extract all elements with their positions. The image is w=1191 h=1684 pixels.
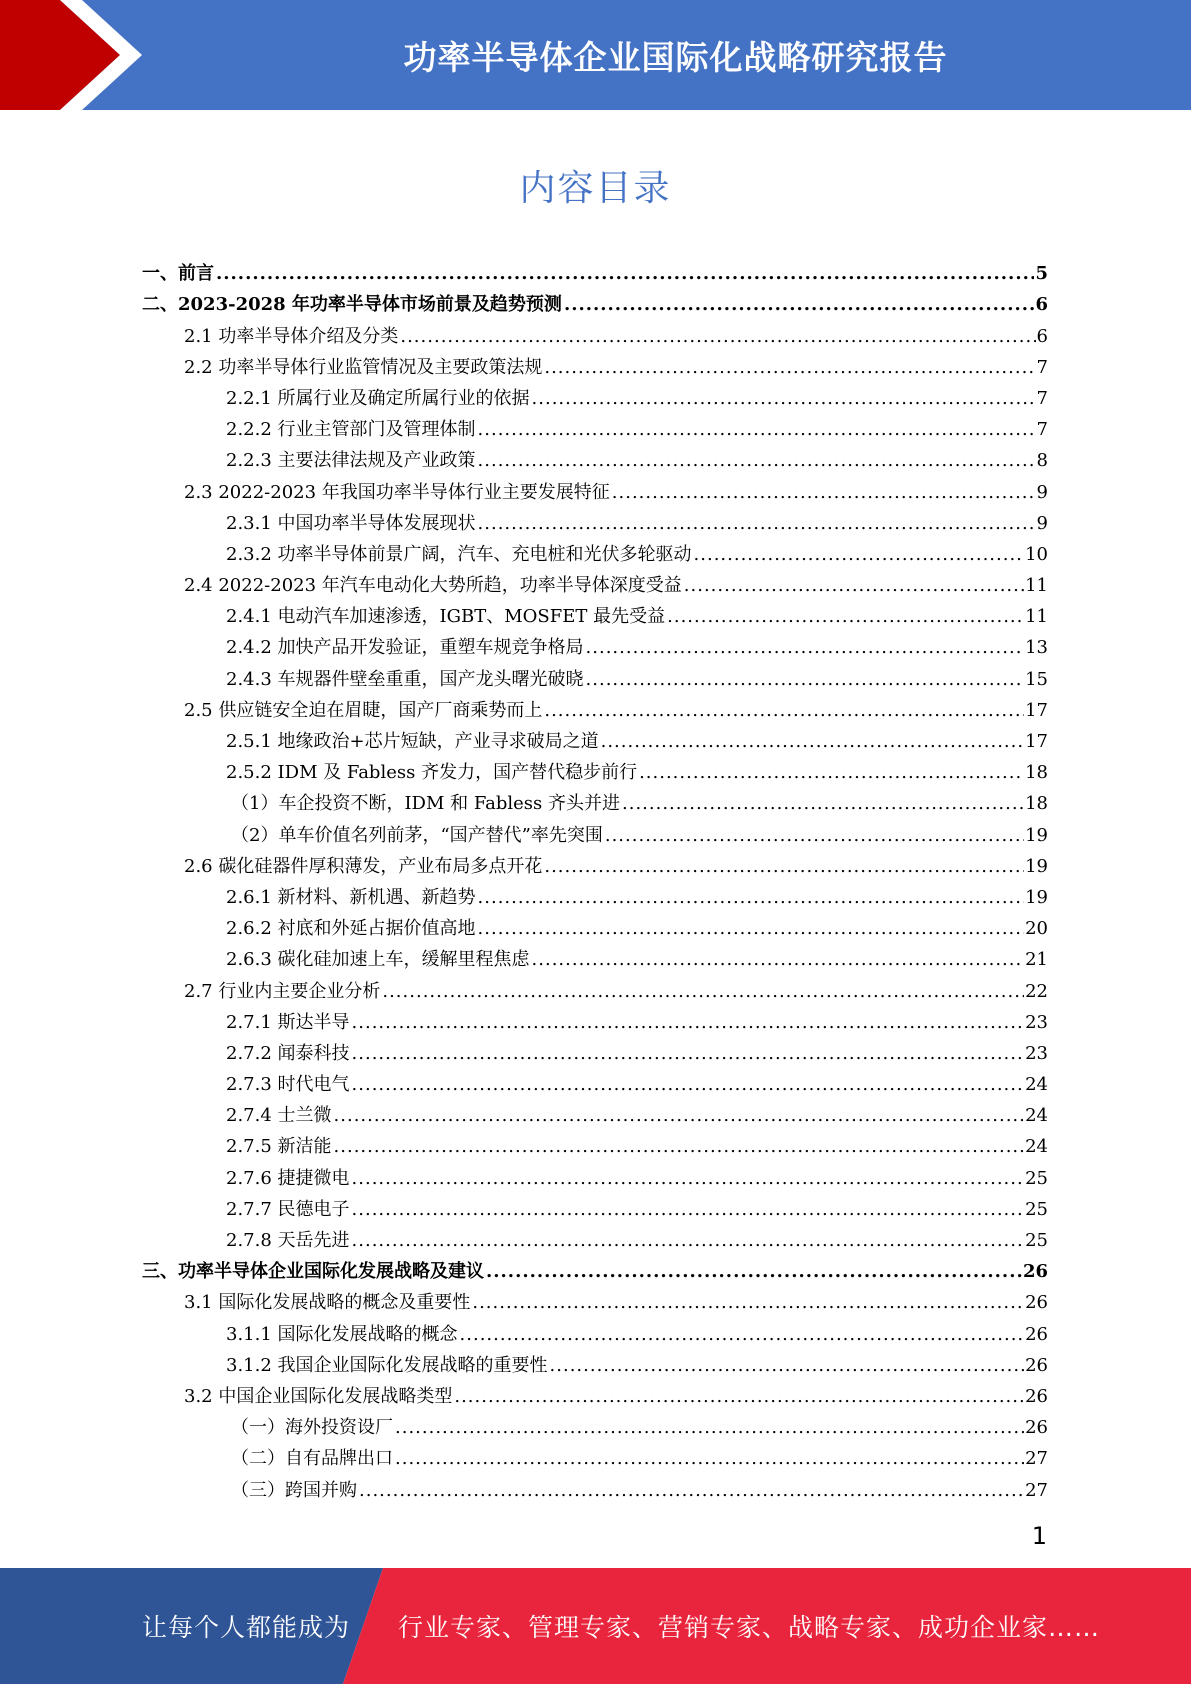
toc-entry[interactable] (142, 1346, 1048, 1377)
toc-entry-page: 26 (1025, 1323, 1048, 1345)
toc-leader-dots (352, 1012, 1025, 1034)
toc-entry-label: 2.4.1 电动汽车加速渗透，IGBT、MOSFET 最先受益 (226, 606, 666, 628)
toc-entry[interactable] (142, 1377, 1048, 1408)
toc-leader-dots (639, 762, 1024, 784)
toc-entry-page: 26 (1022, 1261, 1048, 1283)
toc-entry-label: 一、前言 (142, 263, 214, 285)
toc-entry[interactable] (142, 441, 1048, 472)
toc-leader-dots (334, 1105, 1025, 1127)
toc-entry[interactable] (142, 628, 1048, 659)
toc-entry-page: 21 (1025, 949, 1048, 971)
toc-leader-dots (532, 388, 1036, 410)
toc-entry-label: 2.4.2 加快产品开发验证，重塑车规竞争格局 (226, 637, 584, 659)
toc-entry-label: 2.2 功率半导体行业监管情况及主要政策法规 (184, 356, 543, 378)
toc-leader-dots (352, 1074, 1025, 1096)
toc-heading: 内容目录 (519, 168, 672, 209)
toc-entry-label: 2.4 2022-2023 年汽车电动化大势所趋，功率半导体深度受益 (184, 575, 682, 597)
toc-entry-page: 5 (1035, 263, 1048, 285)
toc-leader-dots (352, 1168, 1025, 1190)
toc-entry-label: 2.7.1 斯达半导 (226, 1011, 350, 1033)
toc-entry-page: 19 (1025, 886, 1048, 908)
toc-entry-page: 6 (1036, 325, 1048, 347)
toc-entry-page: 11 (1025, 575, 1048, 597)
report-title: 功率半导体企业国际化战略研究报告 (403, 37, 948, 77)
toc-entry[interactable] (142, 691, 1048, 722)
footer-banner (0, 1568, 1191, 1684)
toc-entry[interactable] (142, 254, 1048, 285)
toc-leader-dots (478, 450, 1036, 472)
toc-entry[interactable] (142, 1065, 1048, 1096)
toc-entry-label: 2.6 碳化硅器件厚积薄发，产业布局多点开花 (184, 855, 543, 877)
toc-entry[interactable] (142, 1127, 1048, 1158)
toc-entry-label: 2.2.3 主要法律法规及产业政策 (226, 450, 476, 472)
toc-entry-label: 三、功率半导体企业国际化发展战略及建议 (142, 1261, 484, 1283)
toc-leader-dots (486, 1261, 1022, 1283)
toc-leader-dots (352, 1043, 1025, 1065)
toc-entry[interactable] (142, 316, 1048, 347)
toc-leader-dots (684, 575, 1024, 597)
toc-entry-page: 24 (1025, 1136, 1048, 1158)
footer-slogan-right: 行业专家、管理专家、营销专家、战略专家、成功企业家…… (398, 1613, 1101, 1642)
toc-entry-label: 3.1.1 国际化发展战略的概念 (226, 1323, 458, 1345)
toc-entry[interactable] (142, 753, 1048, 784)
toc-entry-page: 11 (1025, 606, 1048, 628)
toc-leader-dots (472, 1292, 1024, 1314)
header-banner (0, 0, 1191, 110)
toc-entry[interactable] (142, 815, 1048, 846)
toc-entry-page: 24 (1025, 1105, 1048, 1127)
toc-entry[interactable] (142, 1190, 1048, 1221)
toc-entry-page: 25 (1025, 1230, 1048, 1251)
toc-entry-page: 26 (1025, 1292, 1048, 1314)
toc-entry-label: 2.2.2 行业主管部门及管理体制 (226, 419, 476, 441)
toc-entry-page: 26 (1025, 1417, 1048, 1439)
toc-entry-label: 2.7.2 闻泰科技 (226, 1042, 350, 1064)
toc-leader-dots (478, 513, 1036, 535)
toc-entry[interactable] (142, 1408, 1048, 1439)
toc-leader-dots (586, 637, 1025, 659)
toc-entry[interactable] (142, 784, 1048, 815)
toc-entry-label: 2.5.2 IDM 及 Fabless 齐发力，国产替代稳步前行 (226, 762, 638, 784)
toc-entry-page: 9 (1036, 512, 1048, 534)
toc-entry[interactable] (142, 1096, 1048, 1127)
toc-entry-page: 7 (1036, 419, 1048, 441)
toc-entry[interactable] (142, 1252, 1048, 1283)
red-arrow-decoration (0, 0, 170, 110)
toc-entry-label: （二）自有品牌出口 (231, 1448, 393, 1470)
toc-entry-label: 3.2 中国企业国际化发展战略类型 (184, 1385, 453, 1407)
toc-leader-dots (478, 887, 1025, 909)
toc-entry-label: 2.6.1 新材料、新机遇、新趋势 (226, 886, 476, 908)
toc-entry-label: 2.6.2 衬底和外延占据价值高地 (226, 918, 476, 940)
toc-entry[interactable] (142, 285, 1048, 316)
toc-entry-label: 2.7.3 时代电气 (226, 1074, 350, 1096)
toc-entry-page: 18 (1025, 762, 1048, 784)
toc-entry-label: 3.1.2 我国企业国际化发展战略的重要性 (226, 1354, 548, 1376)
toc-leader-dots (382, 981, 1024, 1003)
footer-slogan-left: 让每个人都能成为 (142, 1613, 351, 1642)
toc-entry-label: （1）车企投资不断，IDM 和 Fabless 齐头并进 (231, 793, 620, 815)
toc-entry-page: 20 (1025, 918, 1048, 940)
toc-entry-label: 2.1 功率半导体介绍及分类 (184, 325, 399, 347)
toc-entry-label: 2.7 行业内主要企业分析 (184, 980, 381, 1002)
toc-entry[interactable] (142, 472, 1048, 503)
toc-entry-label: 2.3 2022-2023 年我国功率半导体行业主要发展特征 (184, 481, 610, 503)
toc-entry-label: 2.4.3 车规器件壁垒重重，国产龙头曙光破晓 (226, 668, 584, 690)
toc-entry-page: 7 (1036, 356, 1048, 378)
toc-entry-label: 2.7.7 民德电子 (226, 1198, 350, 1220)
toc-entry-label: 2.7.8 天岳先进 (226, 1230, 350, 1251)
toc-entry[interactable] (142, 847, 1048, 878)
toc-leader-dots (550, 1355, 1025, 1377)
toc-leader-dots (454, 1386, 1024, 1408)
toc-entry[interactable] (142, 566, 1048, 597)
toc-entry[interactable] (142, 597, 1048, 628)
toc-entry-page: 17 (1025, 731, 1048, 752)
toc-entry[interactable] (142, 1439, 1048, 1470)
toc-entry[interactable] (142, 1034, 1048, 1065)
page-number: 1 (1031, 1522, 1047, 1550)
toc-entry-label: 2.6.3 碳化硅加速上车，缓解里程焦虑 (226, 949, 530, 971)
toc-entry-page: 26 (1025, 1385, 1048, 1407)
toc-leader-dots (216, 263, 1034, 285)
toc-entry-page: 6 (1035, 294, 1048, 316)
toc-entry-label: 2.3.2 功率半导体前景广阔，汽车、充电桩和光伏多轮驱动 (226, 543, 692, 565)
toc-entry[interactable] (142, 909, 1048, 940)
toc-entry[interactable] (142, 1003, 1048, 1034)
toc-entry-page: 17 (1025, 699, 1048, 721)
toc-entry[interactable] (142, 410, 1048, 441)
toc-leader-dots (605, 825, 1024, 847)
toc-entry-label: 2.7.4 士兰微 (226, 1105, 332, 1127)
toc-entry-page: 15 (1025, 668, 1048, 690)
toc-entry[interactable] (142, 940, 1048, 971)
toc-entry-page: 13 (1025, 637, 1048, 659)
toc-leader-dots (352, 1230, 1025, 1252)
toc-leader-dots (694, 544, 1025, 566)
toc-entry[interactable] (142, 971, 1048, 1002)
toc-entry-page: 7 (1036, 387, 1048, 409)
toc-entry[interactable] (142, 659, 1048, 690)
toc-leader-dots (478, 918, 1025, 940)
toc-leader-dots (601, 731, 1024, 753)
toc-entry-label: 2.7.5 新洁能 (226, 1136, 332, 1158)
toc-leader-dots (359, 1480, 1024, 1502)
toc-entry-page: 19 (1025, 824, 1048, 846)
toc-entry[interactable] (142, 1283, 1048, 1314)
toc-entry-label: 2.5 供应链安全迫在眉睫，国产厂商乘势而上 (184, 699, 543, 721)
toc-entry[interactable] (142, 504, 1048, 535)
toc-entry-page: 22 (1025, 980, 1048, 1002)
toc-entry-page: 27 (1025, 1479, 1048, 1501)
toc-entry[interactable] (142, 348, 1048, 379)
toc-entry[interactable] (142, 878, 1048, 909)
toc-leader-dots (400, 326, 1035, 348)
toc-entry[interactable] (142, 379, 1048, 410)
toc-entry-page: 24 (1025, 1074, 1048, 1096)
toc-leader-dots (612, 482, 1036, 504)
toc-entry-page: 26 (1025, 1354, 1048, 1376)
toc-entry-label: （三）跨国并购 (231, 1479, 357, 1501)
toc-leader-dots (395, 1448, 1024, 1470)
toc-entry-page: 10 (1025, 543, 1048, 565)
toc-entry-label: 3.1 国际化发展战略的概念及重要性 (184, 1292, 471, 1314)
toc-leader-dots (532, 949, 1025, 971)
toc-leader-dots (667, 606, 1024, 628)
toc-leader-dots (334, 1136, 1025, 1158)
toc-entry-label: 2.3.1 中国功率半导体发展现状 (226, 512, 476, 534)
toc-leader-dots (352, 1199, 1025, 1221)
toc-entry-label: 2.7.6 捷捷微电 (226, 1167, 350, 1189)
toc-entry-page: 19 (1025, 855, 1048, 877)
toc-entry-page: 23 (1025, 1011, 1048, 1033)
toc-leader-dots (478, 419, 1036, 441)
toc-entry[interactable] (142, 1221, 1048, 1252)
toc-entry-label: 2.2.1 所属行业及确定所属行业的依据 (226, 387, 530, 409)
toc-entry-page: 25 (1025, 1167, 1048, 1189)
toc-entry-page: 8 (1036, 450, 1048, 472)
toc-entry-label: （2）单车价值名列前茅，“国产替代”率先突围 (231, 824, 603, 846)
toc-leader-dots (395, 1417, 1024, 1439)
table-of-contents (142, 254, 1048, 1502)
toc-leader-dots (544, 700, 1024, 722)
toc-entry[interactable] (142, 1314, 1048, 1345)
toc-entry-page: 9 (1036, 481, 1048, 503)
toc-entry-label: 二、2023-2028 年功率半导体市场前景及趋势预测 (142, 294, 562, 316)
toc-entry-page: 27 (1025, 1448, 1048, 1470)
toc-entry-label: 2.5.1 地缘政治+芯片短缺，产业寻求破局之道 (226, 731, 599, 752)
toc-leader-dots (622, 793, 1024, 815)
toc-entry[interactable] (142, 1470, 1048, 1501)
toc-entry-page: 18 (1025, 793, 1048, 815)
toc-entry-page: 25 (1025, 1198, 1048, 1220)
toc-entry-label: （一）海外投资设厂 (231, 1417, 393, 1439)
toc-leader-dots (544, 856, 1024, 878)
toc-leader-dots (544, 357, 1035, 379)
toc-entry-page: 23 (1025, 1042, 1048, 1064)
toc-leader-dots (564, 294, 1035, 316)
toc-entry[interactable] (142, 1158, 1048, 1189)
toc-entry[interactable] (142, 722, 1048, 753)
toc-leader-dots (586, 669, 1025, 691)
toc-leader-dots (460, 1324, 1025, 1346)
toc-entry[interactable] (142, 535, 1048, 566)
